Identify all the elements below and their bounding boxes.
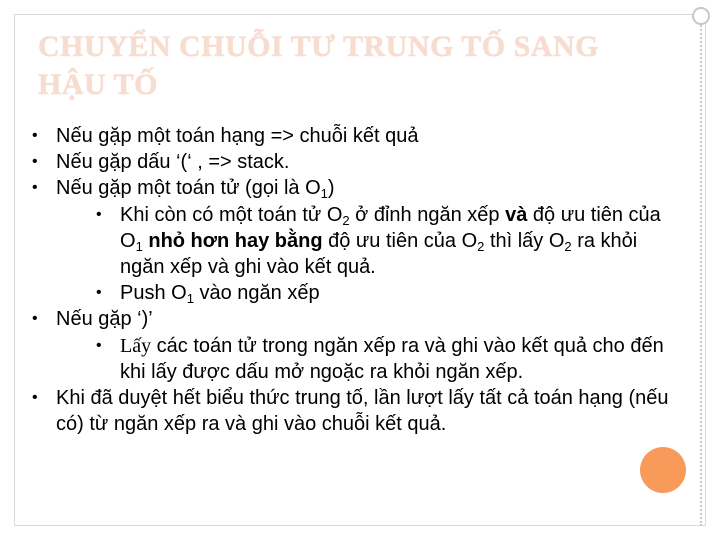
bullet-icon: •	[96, 336, 102, 354]
bullet-text: Nếu gặp một toán tử (gọi là O	[56, 177, 321, 200]
bullet-icon: •	[32, 127, 38, 144]
subscript: 2	[342, 212, 350, 228]
sub-bullet-item	[30, 280, 680, 306]
slide-title: CHUYỂN CHUỖI TƯ TRUNG TỐ SANG HẬU TỐ	[38, 30, 599, 101]
bold-text: và	[505, 203, 528, 226]
subscript: 1	[320, 186, 328, 202]
bullet-item	[30, 123, 680, 149]
bullet-text: )	[327, 177, 335, 200]
decorative-orange-circle	[640, 447, 686, 493]
bullet-text: Khi còn có một toán tử O	[120, 203, 343, 226]
bullet-icon: •	[32, 389, 38, 407]
bullet-icon: •	[32, 179, 38, 197]
slide-content	[30, 123, 680, 437]
bullet-text: Khi đã duyệt hết biểu thức trung tố, lần lượt lấy tất cả toán hạng (nếu có) từ ngăn xếp ra và ghi vào chuỗi kết quả.	[56, 387, 669, 436]
bold-text: nhỏ hơn hay bằng	[142, 229, 323, 252]
bullet-text: độ ưu tiên của O	[120, 203, 661, 252]
subscript: 1	[135, 238, 143, 254]
bullet-item	[30, 306, 680, 332]
bullet-item	[30, 385, 680, 437]
bullet-icon: •	[32, 310, 38, 328]
decorative-ring-icon	[692, 7, 710, 25]
bullet-text: Push O	[120, 282, 187, 305]
subscript: 2	[477, 238, 485, 254]
bullet-text: Lấy	[120, 334, 152, 357]
bullet-item	[30, 149, 680, 175]
decorative-dotted-line	[700, 14, 702, 526]
bullet-text: Nếu gặp dấu ‘(‘ , => stack.	[56, 151, 290, 174]
bullet-text: vào ngăn xếp	[193, 282, 320, 305]
bullet-text: độ ưu tiên của O	[322, 229, 478, 252]
sub-bullet-item	[30, 333, 680, 385]
sub-bullet-item	[30, 202, 680, 281]
bullet-icon: •	[96, 284, 102, 302]
bullet-text: ra khỏi ngăn xếp và ghi vào kết quả.	[120, 229, 638, 279]
subscript: 1	[186, 291, 194, 307]
bullet-icon: •	[96, 205, 102, 223]
bullet-text: thì lấy O	[484, 229, 565, 252]
bullet-text: Nếu gặp ‘)’	[56, 308, 153, 331]
bullet-icon: •	[32, 153, 38, 171]
bullet-text: các toán tử trong ngăn xếp ra và ghi vào kết quả cho đến khi lấy được dấu mở ngoặc ra khỏi ngăn xếp.	[120, 334, 664, 383]
bullet-text: ở đỉnh ngăn xếp	[349, 203, 506, 226]
bullet-text: Nếu gặp một toán hạng => chuỗi kết quả	[56, 125, 419, 147]
subscript: 2	[564, 238, 572, 254]
bullet-item	[30, 175, 680, 201]
